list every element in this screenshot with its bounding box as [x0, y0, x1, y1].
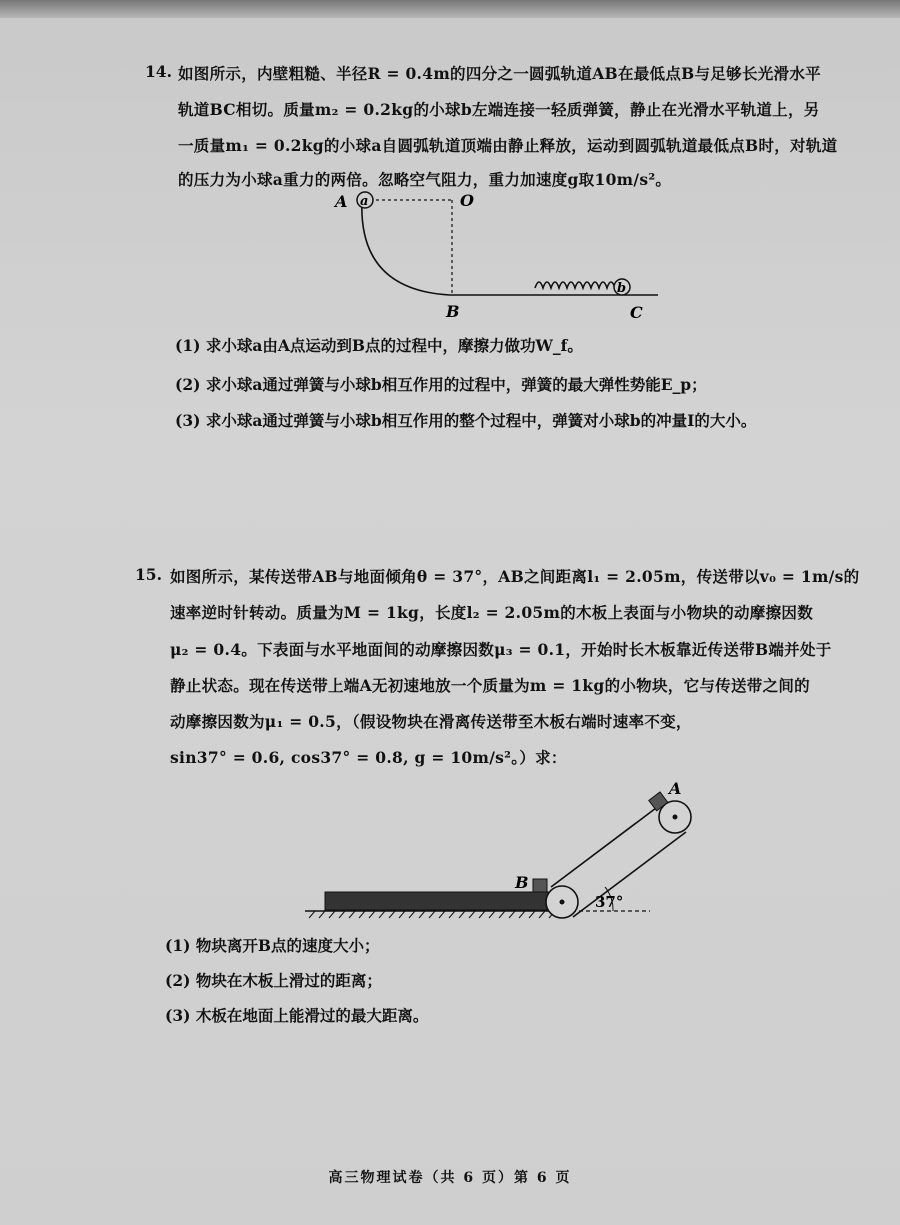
wooden-board	[325, 892, 551, 910]
pulley-a-axle	[673, 815, 678, 820]
page-footer: 高三物理试卷（共 6 页）第 6 页	[328, 1170, 572, 1186]
question-number: 15.	[135, 565, 162, 584]
subquestion: (3) 木板在地面上能滑过的最大距离。	[165, 1006, 429, 1025]
subquestion: (2) 物块在木板上滑过的距离；	[165, 971, 382, 990]
point-c-label: C	[630, 303, 643, 322]
question-text-line: 如图所示，内壁粗糙、半径R = 0.4m的四分之一圆弧轨道AB在最低点B与足够长光滑水平	[178, 64, 821, 83]
point-a-label: A	[335, 192, 348, 211]
ground-hatching	[309, 911, 565, 918]
subquestion: (1) 物块离开B点的速度大小；	[165, 936, 380, 955]
spring	[535, 282, 623, 288]
belt-top	[551, 802, 664, 887]
scan-edge	[0, 0, 900, 18]
arc-track-figure	[330, 185, 670, 325]
ball-b-label: b	[617, 281, 627, 296]
question-text-line: 一质量m₁ = 0.2kg的小球a自圆弧轨道顶端由静止释放，运动到圆弧轨道最低点B时，对轨道	[178, 136, 838, 155]
point-b-label: B	[446, 302, 460, 321]
pulley-b-axle	[560, 900, 565, 905]
angle-label: 37°	[595, 893, 624, 911]
ball-a-label: a	[360, 194, 369, 209]
subquestion: (1) 求小球a由A点运动到B点的过程中，摩擦力做功W_f。	[175, 336, 583, 355]
block-at-b	[533, 879, 547, 892]
point-a-label: A	[669, 779, 682, 798]
question-number: 14.	[145, 62, 172, 81]
subquestion: (2) 求小球a通过弹簧与小球b相互作用的过程中，弹簧的最大弹性势能E_p；	[175, 375, 707, 394]
question-text-line: 动摩擦因数为μ₁ = 0.5，（假设物块在滑离传送带至木板右端时速率不变，	[170, 712, 692, 731]
question-text-line: 的压力为小球a重力的两倍。忽略空气阻力，重力加速度g取10m/s²。	[178, 170, 672, 189]
question-text-line: 速率逆时针转动。质量为M = 1kg，长度l₂ = 2.05m的木板上表面与小物块的动摩擦因数	[170, 603, 814, 622]
arc-track	[362, 200, 450, 295]
question-text-line: sin37° = 0.6, cos37° = 0.8, g = 10m/s²。）求：	[170, 748, 567, 767]
subquestion: (3) 求小球a通过弹簧与小球b相互作用的整个过程中，弹簧对小球b的冲量I的大小。	[175, 411, 757, 430]
question-text-line: 静止状态。现在传送带上端A无初速地放一个质量为m = 1kg的小物块，它与传送带之间的	[170, 676, 810, 695]
point-b-label: B	[515, 873, 529, 892]
point-o-label: O	[460, 191, 474, 210]
conveyor-figure	[295, 778, 705, 928]
belt-bottom	[573, 832, 686, 917]
question-text-line: 如图所示，某传送带AB与地面倾角θ = 37°，AB之间距离l₁ = 2.05m，传送带以v₀ = 1m/s的	[170, 567, 860, 586]
question-text-line: 轨道BC相切。质量m₂ = 0.2kg的小球b左端连接一轻质弹簧，静止在光滑水平轨道上，另	[178, 100, 820, 119]
question-text-line: μ₂ = 0.4。下表面与水平地面间的动摩擦因数μ₃ = 0.1，开始时长木板靠近传送带B端并处于	[170, 640, 832, 659]
